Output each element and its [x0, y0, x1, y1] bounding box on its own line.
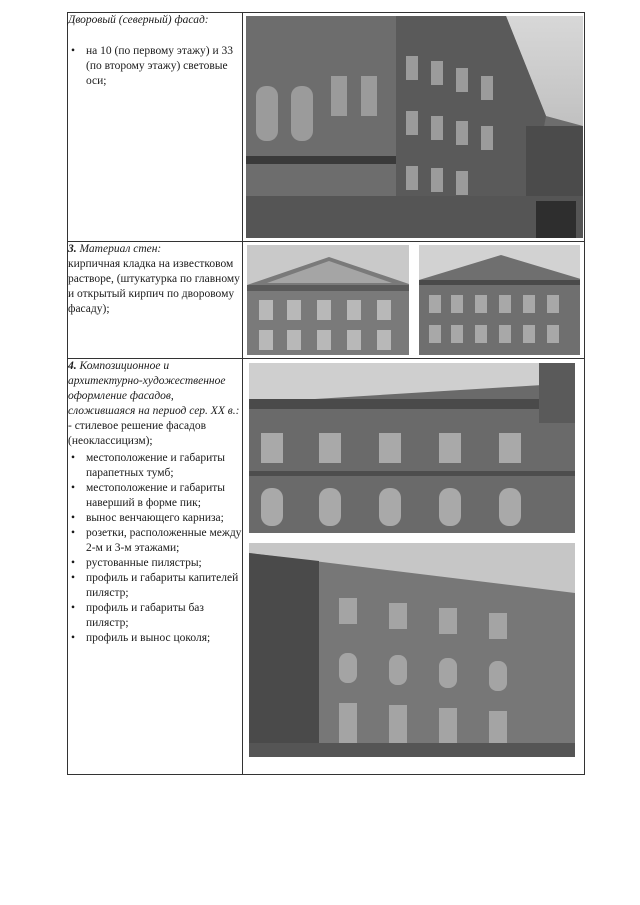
row-intro-text: - стилевое решение фасадов (неоклассицизм);: [68, 420, 207, 447]
row-text-cell: [68, 13, 243, 242]
row-heading: 4. Композиционное и архитектурно-художественное оформление фасадов, сложившаяся на период сер. XX в.:: [68, 360, 240, 417]
facade-courtyard-photo: [246, 16, 583, 238]
list-item: • вынос венчающего карниза;: [68, 511, 242, 526]
facade-upper-photo: [249, 363, 575, 533]
bullet-list: [68, 451, 242, 646]
list-item: • профиль и габариты баз пилястр;: [68, 601, 242, 631]
row-body-text: кирпичная кладка на известковом растворе, (штукатурка по главному и открытый кирпич по дворовому фасаду);: [68, 258, 240, 315]
row-heading: 3. Материал стен:: [68, 243, 162, 255]
list-item: • профиль и габариты капителей пилястр;: [68, 571, 242, 601]
wall-pediment-photo-right: [419, 245, 581, 355]
list-item: • профиль и вынос цоколя;: [68, 631, 242, 646]
facade-description-table: [67, 12, 585, 775]
list-item: • местоположение и габариты парапетных тумб;: [68, 451, 242, 481]
table-row: [68, 13, 585, 242]
row-text-cell: [68, 359, 243, 775]
wall-pediment-photo-left: [247, 245, 409, 355]
table-row: [68, 359, 585, 775]
bullet-list: [68, 44, 242, 89]
facade-street-photo: [249, 543, 575, 757]
row-heading: Дворовый (северный) фасад:: [68, 14, 209, 26]
list-item: • розетки, расположенные между 2-м и 3-м этажами;: [68, 526, 242, 556]
row-text-cell: [68, 242, 243, 359]
row-photo-cell: [243, 359, 585, 775]
list-item: • рустованные пилястры;: [68, 556, 242, 571]
list-item: • местоположение и габариты наверший в форме пик;: [68, 481, 242, 511]
list-item: • на 10 (по первому этажу) и 33 (по второму этажу) световые оси;: [68, 44, 242, 89]
table-row: [68, 242, 585, 359]
row-photo-cell: [243, 242, 585, 359]
row-photo-cell: [243, 13, 585, 242]
document-sheet: [67, 12, 585, 775]
row-number: 4.: [68, 360, 77, 372]
row-number: 3.: [68, 243, 77, 255]
